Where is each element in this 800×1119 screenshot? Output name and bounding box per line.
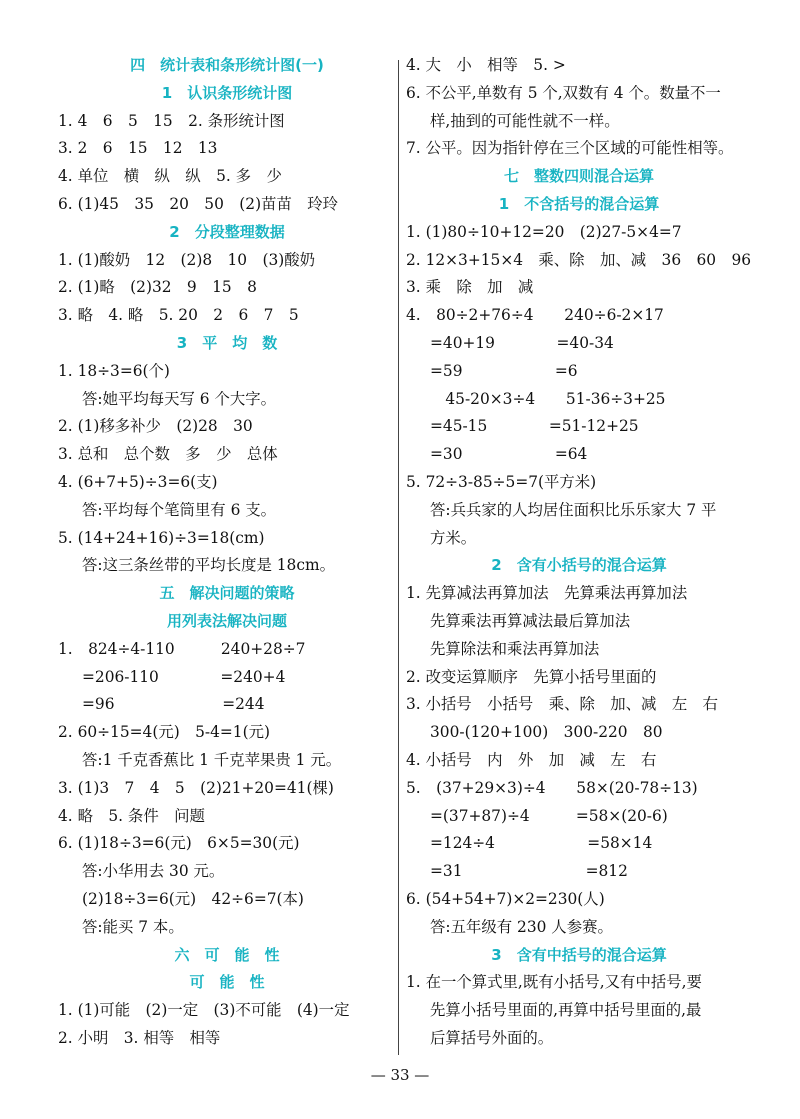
answer-item: 1. (1)80÷10+12=20 (2)27-5×4=7 — [406, 222, 682, 241]
answer-item: 7. 公平。因为指针停在三个区域的可能性相等。 — [406, 139, 734, 158]
answer-line: 答:这三条丝带的平均长度是 18cm。 — [82, 556, 335, 575]
section-heading: 七 整数四则混合运算 — [503, 167, 654, 186]
answer-item: 6. (1)45 35 20 50 (2)苗苗 玲玲 — [58, 194, 339, 213]
calculation-line: =31 =812 — [430, 862, 628, 881]
answer-item: 5. (37+29×3)÷4 58×(20-78÷13) — [406, 778, 698, 797]
answer-item: 3. 总和 总个数 多 少 总体 — [58, 445, 278, 464]
section-heading: 四 统计表和条形统计图(一) — [130, 56, 324, 74]
answer-item: 2. 12×3+15×4 乘、除 加、减 36 60 96 — [406, 250, 752, 269]
section-heading: 2 分段整理数据 — [169, 222, 285, 241]
answer-line: 答:平均每个笔筒里有 6 支。 — [82, 500, 277, 519]
answer-item: 4. 小括号 内 外 加 减 左 右 — [406, 750, 657, 769]
answer-item: 6. (54+54+7)×2=230(人) — [406, 889, 605, 908]
calculation-line: =(37+87)÷4 =58×(20-6) — [430, 806, 668, 825]
answer-item: 3. 2 6 15 12 13 — [58, 139, 218, 158]
section-heading: 用列表法解决问题 — [166, 611, 287, 630]
answer-line: 答:她平均每天写 6 个大字。 — [82, 389, 277, 408]
answer-item: 1. (1)酸奶 12 (2)8 10 (3)酸奶 — [58, 250, 316, 269]
answer-line: 先算乘法再算减法最后算加法 — [430, 611, 631, 630]
answer-item: 4. (6+7+5)÷3=6(支) — [58, 472, 218, 491]
left-column — [58, 52, 396, 1053]
answer-line: 样,抽到的可能性就不一样。 — [430, 111, 620, 130]
calculation-line: =206-110 =240+4 — [82, 667, 286, 686]
section-heading: 五 解决问题的策略 — [159, 584, 295, 603]
answer-item: 4. 大 小 相等 5. > — [406, 56, 566, 74]
calculation-line: =59 =6 — [430, 361, 578, 380]
answer-item: 4. 80÷2+76÷4 240÷6-2×17 — [406, 306, 664, 325]
answer-line: 答:能买 7 本。 — [82, 917, 184, 936]
answer-item: 2. 60÷15=4(元) 5-4=1(元) — [58, 723, 270, 742]
answer-line: 先算除法和乘法再算加法 — [430, 639, 600, 658]
answer-item: 4. 略 5. 条件 问题 — [58, 806, 205, 825]
section-heading: 1 不含括号的混合运算 — [498, 194, 660, 213]
answer-item: 6. 不公平,单数有 5 个,双数有 4 个。数量不一 — [406, 83, 721, 102]
answer-item: 1. 先算减法再算加法 先算乘法再算加法 — [406, 584, 688, 603]
section-heading: 3 含有中括号的混合运算 — [491, 945, 667, 964]
answer-item: 3. 乘 除 加 减 — [406, 278, 534, 297]
answer-item: 5. (14+24+16)÷3=18(cm) — [58, 528, 265, 547]
column-divider — [398, 60, 399, 1055]
calculation-line: =124÷4 =58×14 — [430, 834, 653, 853]
answer-item: 5. 72÷3-85÷5=7(平方米) — [406, 472, 597, 491]
answer-line: 先算小括号里面的,再算中括号里面的,最 — [430, 1001, 702, 1020]
section-heading: 1 认识条形统计图 — [161, 83, 293, 102]
answer-item: 4. 单位 横 纵 纵 5. 多 少 — [58, 167, 282, 186]
answer-line: 300-(120+100) 300-220 80 — [430, 723, 663, 742]
section-heading: 2 含有小括号的混合运算 — [491, 556, 667, 575]
answer-item: 6. (1)18÷3=6(元) 6×5=30(元) — [58, 834, 300, 853]
calculation-line: 45-20×3÷4 51-36÷3+25 — [430, 389, 666, 408]
answer-line: 答:1 千克香蕉比 1 千克苹果贵 1 元。 — [82, 750, 342, 769]
answer-line: 答:兵兵家的人均居住面积比乐乐家大 7 平 — [430, 500, 717, 519]
calculation-line: =40+19 =40-34 — [430, 333, 614, 352]
calculation-line: =45-15 =51-12+25 — [430, 417, 639, 436]
answer-item: 1. 18÷3=6(个) — [58, 361, 170, 380]
answer-item: 1. 4 6 5 15 2. 条形统计图 — [58, 111, 285, 130]
section-heading: 3 平 均 数 — [176, 333, 278, 352]
right-column — [406, 52, 752, 1053]
answer-item: 3. (1)3 7 4 5 (2)21+20=41(棵) — [58, 778, 334, 797]
section-heading: 六 可 能 性 — [174, 945, 280, 964]
answer-line: 后算括号外面的。 — [430, 1028, 554, 1047]
answer-item: 1. (1)可能 (2)一定 (3)不可能 (4)一定 — [58, 1001, 350, 1020]
calculation-line: =30 =64 — [430, 445, 588, 464]
answer-item: 1. 在一个算式里,既有小括号,又有中括号,要 — [406, 973, 702, 992]
answer-item: 2. (1)略 (2)32 9 15 8 — [58, 278, 257, 297]
answer-line: 答:五年级有 230 人参赛。 — [430, 917, 613, 936]
answer-line: 方米。 — [430, 528, 477, 547]
calculation-line: =96 =244 — [82, 695, 265, 714]
answer-item: 1. 824÷4-110 240+28÷7 — [58, 639, 306, 658]
page-number: — 33 — — [370, 1066, 430, 1084]
answer-line: (2)18÷3=6(元) 42÷6=7(本) — [82, 889, 304, 908]
answer-item: 2. (1)移多补少 (2)28 30 — [58, 417, 253, 436]
answer-line: 答:小华用去 30 元。 — [82, 862, 225, 881]
answer-item: 3. 小括号 小括号 乘、除 加、减 左 右 — [406, 695, 718, 714]
section-heading: 可 能 性 — [189, 973, 265, 992]
answer-item: 2. 改变运算顺序 先算小括号里面的 — [406, 667, 657, 686]
answer-item: 2. 小明 3. 相等 相等 — [58, 1028, 221, 1047]
answer-item: 3. 略 4. 略 5. 20 2 6 7 5 — [58, 306, 299, 325]
